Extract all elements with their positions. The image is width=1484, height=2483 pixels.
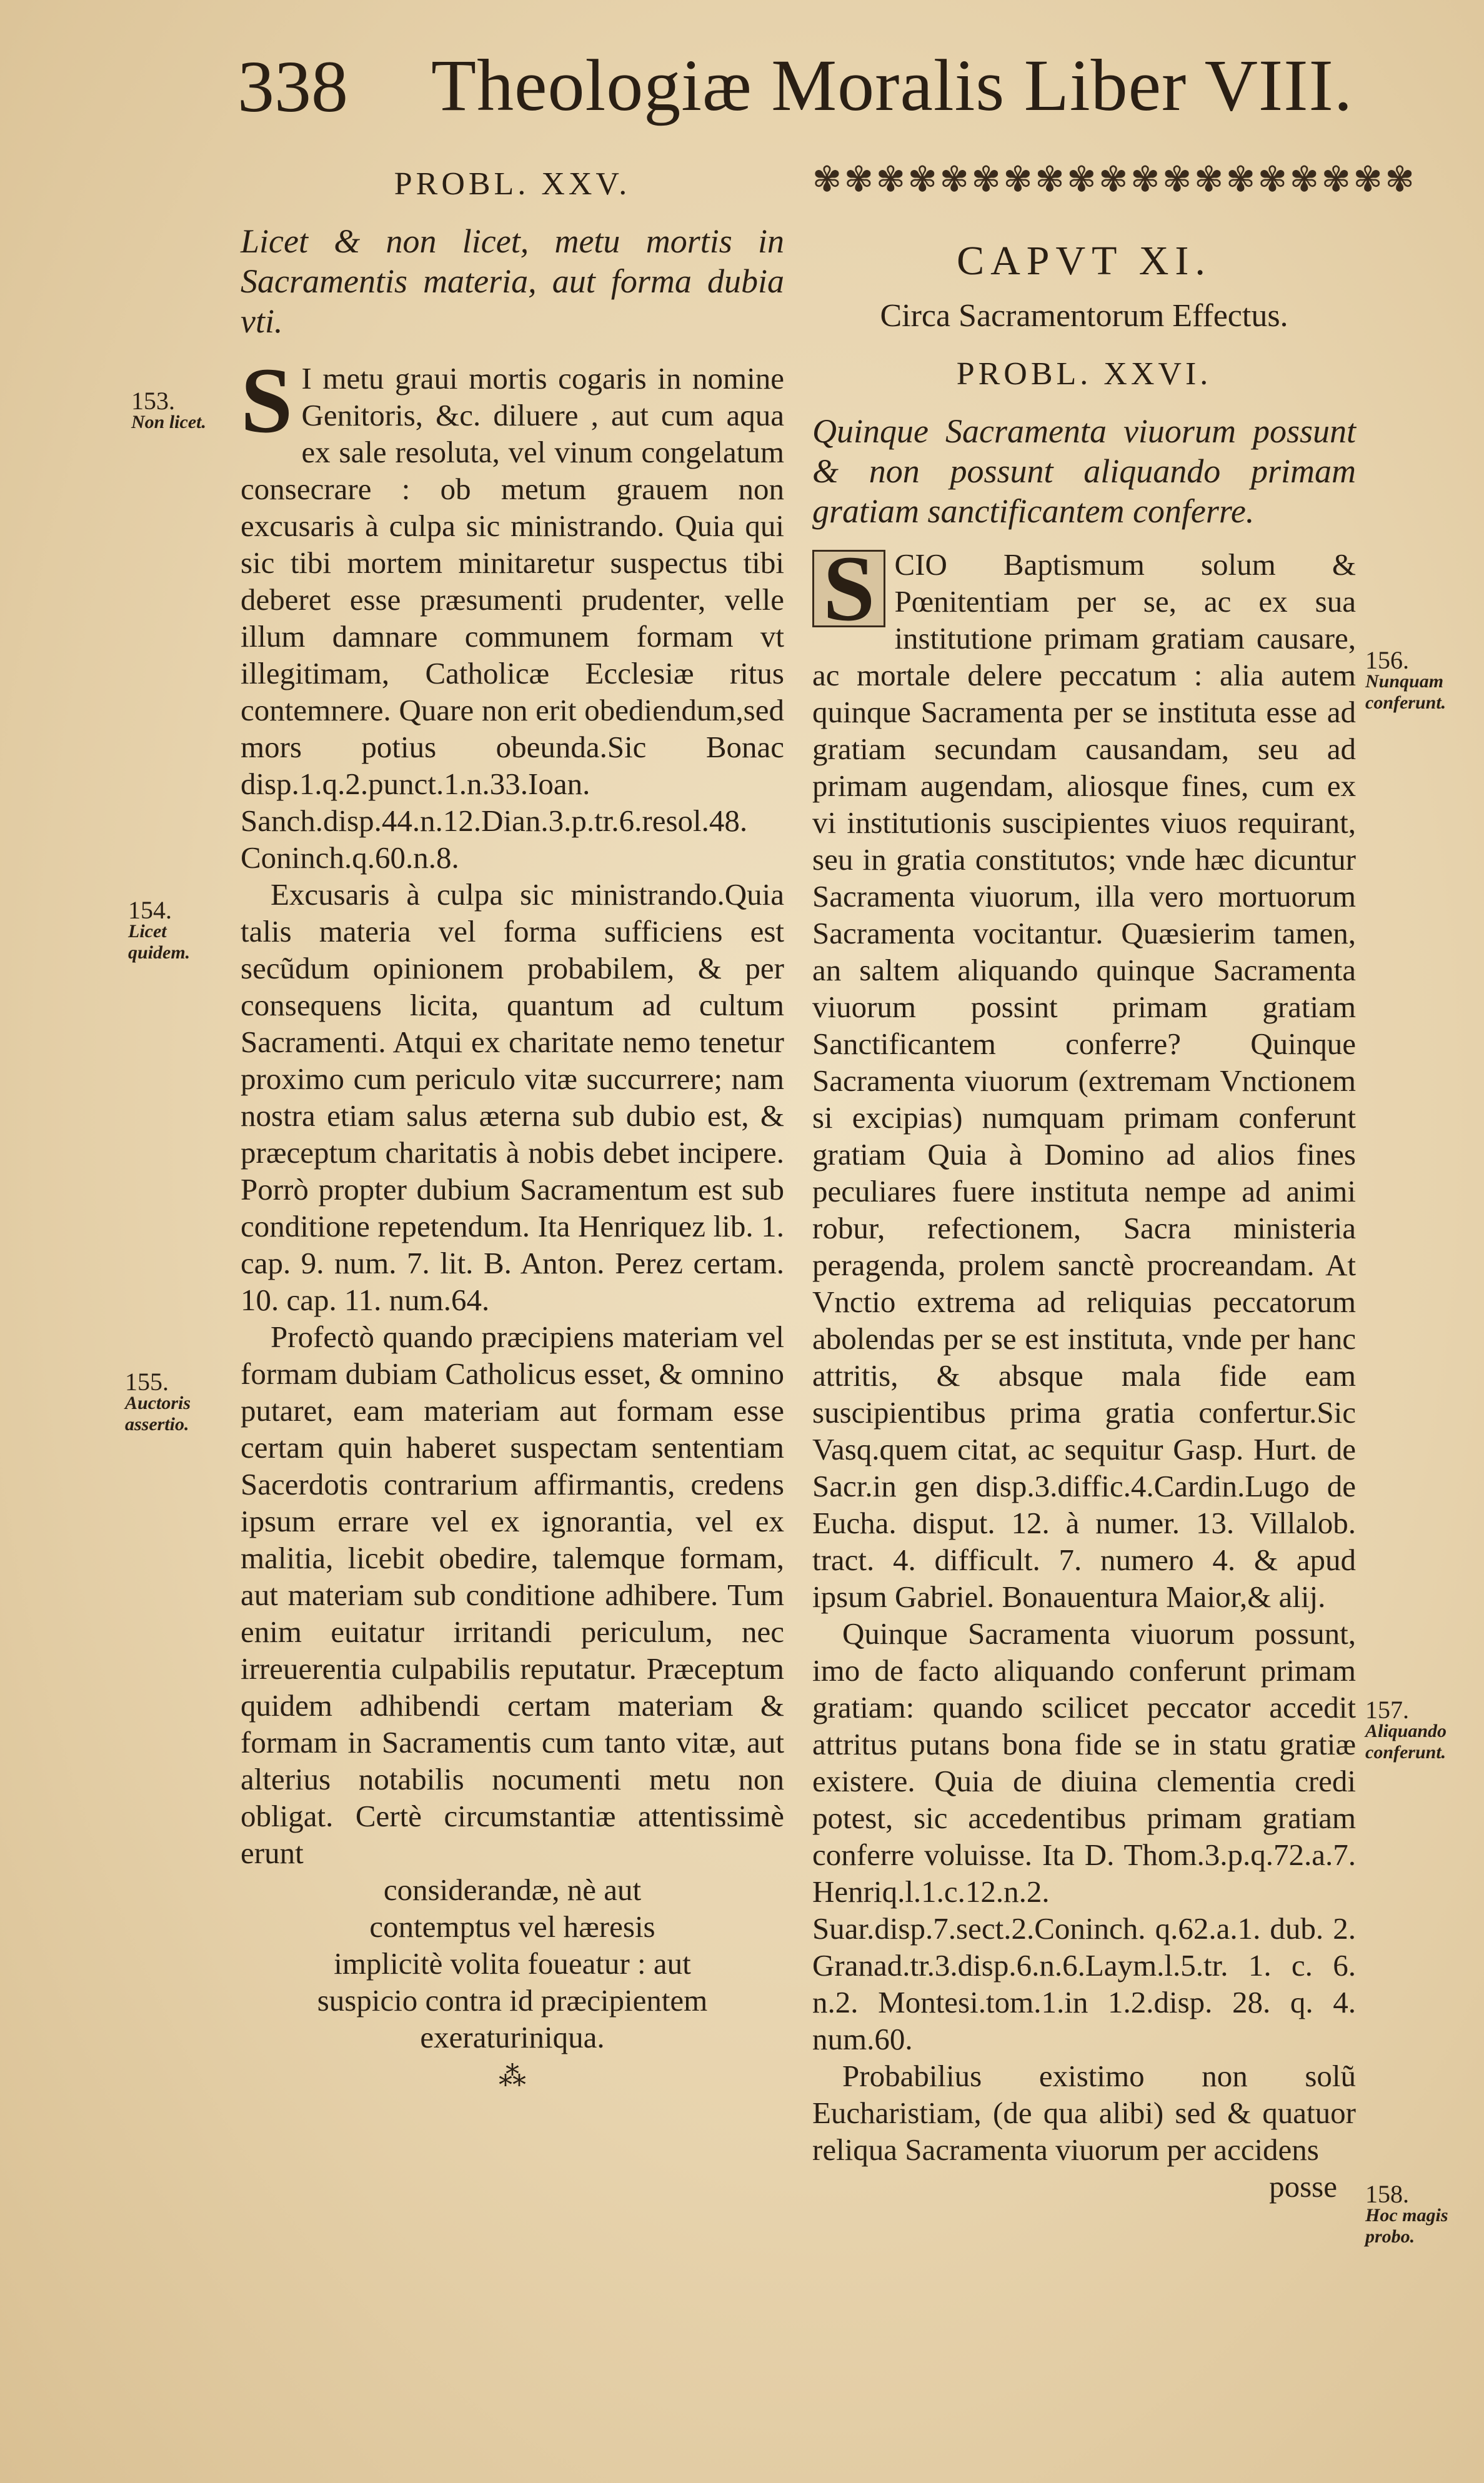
margin-number: 154.: [128, 896, 172, 924]
drop-cap-s: S: [241, 349, 293, 452]
paragraph-156: [812, 537, 1356, 1615]
margin-number: 158.: [1365, 2180, 1409, 2208]
margin-text: Aliquando conferunt.: [1365, 1721, 1447, 1763]
margin-text: Hoc magis probo.: [1365, 2205, 1448, 2247]
margin-note-154: [128, 896, 222, 963]
margin-text: Non licet.: [131, 412, 206, 432]
question-title-xxv: Licet & non licet, metu mortis in Sacramentis materia, aut forma dubia vti.: [241, 222, 784, 340]
margin-text: Auctoris assertio.: [125, 1393, 191, 1435]
paragraph-155-tail: considerandæ, nè aut contemptus vel hæresis implicitè volita foueatur : aut suspicio contra id præcipientem exeraturiniqua.: [317, 1873, 708, 2054]
drop-cap-s-ornamented: S: [812, 550, 885, 627]
paragraph-157: Quinque Sacramenta viuorum possunt, imo de facto aliquando conferunt primam gratiam: quando scilicet peccator accedit attritus putans bona fide se in statu gratiæ existere. Quia de diuina clementia credi potest, sic accedentibus primam gratiam conferre voluisse. Ita D. Thom.3.p.q.72.a.7. Henriq.l.1.c.12.n.2. Suar.disp.7.sect.2.Coninch. q.62.a.1. dub. 2. Granad.tr.3.disp.6.n.6.Laym.l.5.tr. 1. c. 6. n.2. Montesi.tom.1.in 1.2.disp. 28. q. 4. num.60.: [812, 1616, 1356, 2056]
paragraph-155: Profectò quando præcipiens materiam vel formam dubiam Catholicus esset, & omnino putaret, eam materiam aut formam esse certam quin haberet suspectam sententiam Sacerdotis contrarium affirmantis, credens ipsum errare vel ex ignorantia, vel ex malitia, licebit obedire, talemque formam, aut materiam sub conditione adhibere. Tum enim euitatur irritandi periculum, nec irreuerentia culpabilis reputatur. Præceptum quidem adhibendi certam materiam & formam in Sacramentis cum tanto vitæ, aut alterius notabilis nocumenti metu non obligat. Certè circumstantiæ attentissimè erunt: [241, 1320, 784, 1870]
margin-note-155: [125, 1368, 228, 1435]
margin-text: Licet quidem.: [128, 921, 191, 963]
margin-number: 157.: [1365, 1696, 1409, 1724]
catchword: posse: [1269, 2169, 1337, 2204]
margin-number: 155.: [125, 1368, 169, 1396]
fleuron-border: ✾✾✾✾✾✾✾✾✾✾✾✾✾✾✾✾✾✾✾: [812, 161, 1417, 199]
problem-heading-xxv: PROBL. XXV.: [394, 166, 631, 202]
paragraph-153-text: I metu graui mortis cogaris in nomine Genitoris, &c. diluere , aut cum aqua ex sale resoluta, vel vinum congelatum consecrare : ob metum grauem non excusaris à culpa sic ministrando. Quia qui sic tibi mortem minitaretur suspectus tibi deberet esse præsumenti prudenter, velle illum damnare communem formam vt illegitimam, Catholicæ Ecclesiæ ritus contemnere. Quare non erit obediendum,sed mors potius obeunda.Sic Bonac disp.1.q.2.punct.1.n.33.Ioan. Sanch.disp.44.n.12.Dian.3.p.tr.6.resol.48. Coninch.q.60.n.8.: [241, 361, 784, 875]
chapter-heading: CAPVT XI.: [957, 238, 1212, 284]
end-asterism: ⁂: [499, 2061, 526, 2092]
paragraph-154: Excusaris à culpa sic ministrando.Quia talis materia vel forma sufficiens est secũdum opinionem probabilem, & per consequens licita, quantum ad cultum Sacramenti. Atqui ex charitate nemo tenetur proximo cum periculo vitæ succurrere; nam nostra etiam salus æterna sub dubio est, & præceptum charitatis à nobis debet incipere. Porrò propter dubium Sacramentum est sub conditione repetendum. Ita Henriquez lib. 1. cap. 9. num. 7. lit. B. Anton. Perez certam. 10. cap. 11. num.64.: [241, 877, 784, 1317]
margin-text: Nunquam conferunt.: [1365, 671, 1447, 713]
margin-note-157: [1365, 1696, 1465, 1763]
margin-note-158: [1365, 2180, 1465, 2247]
margin-number: 153.: [131, 387, 175, 415]
page-number: 338: [237, 46, 348, 127]
left-column: [241, 159, 784, 2092]
paragraph-153: [241, 349, 784, 876]
paragraph-158: Probabilius existimo non solũ Eucharistiam, (de qua alibi) sed & quatuor reliqua Sacramenta viuorum per accidens: [812, 2059, 1356, 2167]
chapter-subtitle: Circa Sacramentorum Effectus.: [880, 298, 1288, 334]
paragraph-156-text: CIO Baptismum solum & Pœnitentiam per se, ac ex sua institutione primam gratiam causare, ac mortale delere peccatum : alia autem quinque Sacramenta per se instituta esse ad gratiam secundam causandam, seu ad primam augendam, aliosque fines, cum ex vi institutionis suscipientes viuos requirant, seu in gratia constitutos; vnde hæc dicuntur Sacramenta viuorum, illa vero mortuorum Sacramenta vocitantur. Quæsierim tamen, an saltem aliquando quinque Sacramenta viuorum possint primam gratiam Sanctificantem conferre? Quinque Sacramenta viuorum (extremam Vnctionem si excipias) numquam primam conferunt gratiam Quia à Domino ad alios fines peculiares fuere instituta nempe ad animi robur, refectionem, Sacra ministeria peragenda, prolem sanctè procreandam. At Vnctio extrema ad reliquias peccatorum abolendas per se est instituta, vnde per hanc attritis, & absque mala fide eam suscipientibus prima gratia confertur.Sic Vasq.quem citat, ac sequitur Gasp. Hurt. de Sacr.in gen disp.3.diffic.4.Cardin.Lugo de Eucha. disput. 12. à numer. 13. Villalob. tract. 4. difficult. 7. numero 4. & apud ipsum Gabriel. Bonauentura Maior,& alij.: [812, 547, 1356, 1614]
margin-note-156: [1365, 646, 1465, 714]
question-title-xxvi: Quinque Sacramenta viuorum possunt & non possunt aliquando primam gratiam sanctificantem conferre.: [812, 412, 1356, 530]
running-title: Theologiæ Moralis Liber VIII.: [431, 44, 1353, 126]
margin-number: 156.: [1365, 646, 1409, 674]
problem-heading-xxvi: PROBL. XXVI.: [956, 356, 1212, 392]
margin-note-153: [131, 387, 225, 433]
